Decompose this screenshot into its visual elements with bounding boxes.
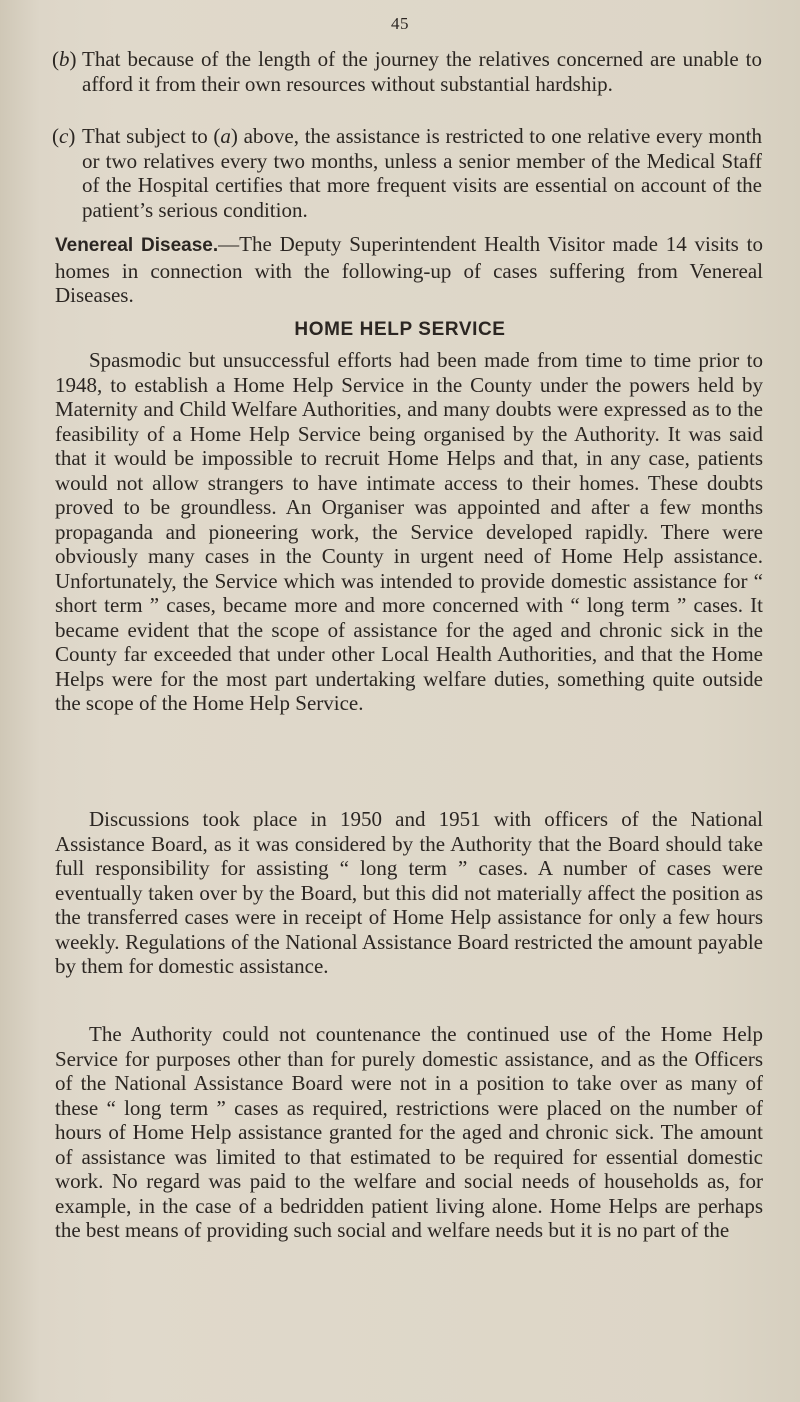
home-help-paragraph-1: Spasmodic but unsuccessful efforts had been made from time to time prior to 1948, to establish a Home Help Service in the County under the powers held by Maternity and Child Welfare Authorities, and many doubts were expressed as to the feasibility of a Home Help Service being organised by the Authority. It was said that it would be impossible to recruit Home Helps and that, in any case, patients would not allow strangers to have intimate access to their homes. These doubts proved to be groundless. An Organiser was appointed and after a few months propaganda and pioneering work, the Service developed rapidly. There were obviously many cases in the County in urgent need of Home Help assistance. Unfortunately, the Service which was intended to provide domestic assistance for “ short term ” cases, became more and more concerned with “ long term ” cases. It became evident that the scope of assistance for the aged and chronic sick in the County far exceeded that under other Local Health Authorities, and that the Home Helps were for the most part undertaking welfare duties, something quite outside the scope of the Home Help Service. (55, 348, 763, 715)
list-item-c (52, 124, 762, 222)
list-marker-b: (b) (52, 47, 77, 71)
list-item-b (52, 47, 762, 96)
list-marker-c: (c) (52, 124, 76, 148)
section-heading-home-help: HOME HELP SERVICE (294, 319, 506, 340)
page-number: 45 (391, 14, 409, 33)
list-item-c-text: That subject to (a) above, the assistance is restricted to one relative every month or two relatives every two months, unless a senior member of the Medical Staff of the Hospital certifies that more frequent visits are essential on account of the patient’s serious condition. (82, 124, 762, 222)
home-help-paragraph-3: The Authority could not countenance the continued use of the Home Help Service for purposes other than for purely domestic assistance, and as the Officers of the National Assistance Board were not in a position to take over as many of these “ long term ” cases as required, restrictions were placed on the number of hours of Home Help assistance granted for the aged and chronic sick. The amount of assistance was limited to that estimated to be required for essential domestic work. No regard was paid to the welfare and social needs of households as, for example, in the case of a bedridden patient living alone. Home Helps are perhaps the best means of providing such social and welfare needs but it is no part of the (55, 1022, 763, 1242)
list-item-b-text: That because of the length of the journey the relatives concerned are unable to afford it from their own resources without substantial hardship. (82, 47, 762, 96)
venereal-disease-text: —The Deputy Superintendent Health Visitor made 14 visits to homes in connection with the following-up of cases suffering from Venereal Diseases. (55, 232, 763, 307)
home-help-paragraph-2: Discussions took place in 1950 and 1951 with officers of the National Assistance Board, as it was considered by the Authority that the Board should take full responsibility for assisting “ long term ” cases. A number of cases were eventually taken over by the Board, but this did not materially affect the position as the transferred cases were in receipt of Home Help assistance for only a few hours weekly. Regulations of the National Assistance Board restricted the amount payable by them for domestic assistance. (55, 807, 763, 978)
venereal-disease-heading: Venereal Disease. (55, 235, 219, 256)
venereal-disease-paragraph (55, 232, 763, 308)
